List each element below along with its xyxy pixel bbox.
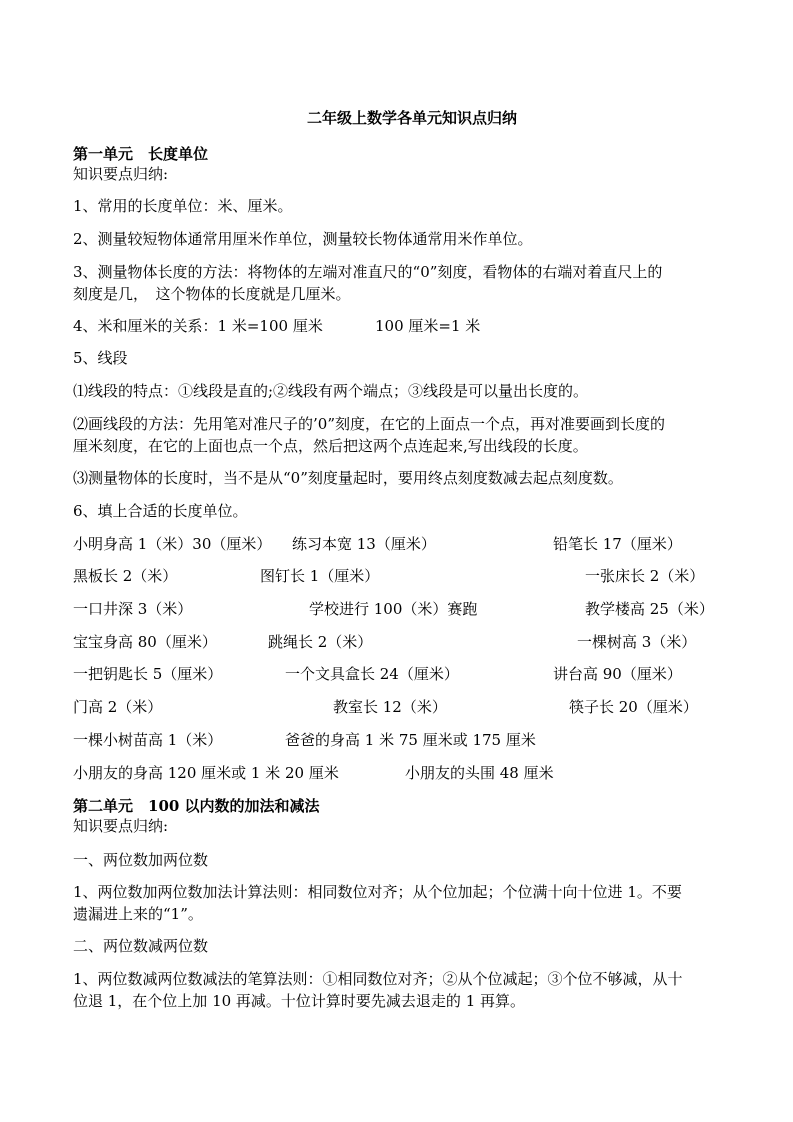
unit1-p5: 5、线段 [73,349,128,367]
page-title: 二年级上数学各单元知识点归纳 [307,109,518,127]
unit1-p4b: 100 厘米=1 米 [375,317,481,335]
fill-item: 一口井深 3（米） [73,600,193,618]
unit2-s2-p1-line2: 位退 1，在个位上加 10 再减。十位计算时要先减去退走的 1 再算。 [73,992,526,1010]
unit2-s2: 二、两位数减两位数 [73,937,209,955]
unit1-p4a: 4、米和厘米的关系：1 米=100 厘米 [73,317,323,335]
unit1-p5-2-line1: ⑵画线段的方法：先用笔对准尺子的’0”刻度，在它的上面点一个点，再对准要画到长度的 [73,415,665,433]
fill-item: 黑板长 2（米） [73,567,178,585]
unit1-p2: 2、测量较短物体通常用厘米作单位，测量较长物体通常用米作单位。 [73,230,533,248]
fill-item: 爸爸的身高 1 米 75 厘米或 175 厘米 [285,731,536,749]
unit1-p5-2-line2: 厘米刻度，在它的上面也点一个点，然后把这两个点连起来,写出线段的长度。 [73,437,588,455]
fill-item: 小明身高 1（米）30（厘米） [73,535,272,553]
unit2-subheading: 知识要点归纳: [73,817,169,835]
fill-item: 教学楼高 25（米） [585,600,714,618]
unit2-s2-p1-line1: 1、两位数减两位数减法的笔算法则：①相同数位对齐；②从个位减起；③个位不够减，从十 [73,970,683,988]
unit1-p3-line1: 3、测量物体长度的方法：将物体的左端对准直尺的“0”刻度，看物体的右端对着直尺上的 [73,263,663,281]
unit1-p3-line2: 刻度是几， 这个物体的长度就是几厘米。 [73,285,351,303]
unit1-p6: 6、填上合适的长度单位。 [73,502,248,520]
unit1-heading: 第一单元 长度单位 [73,145,209,163]
fill-item: 宝宝身高 80（厘米） [73,633,217,651]
fill-item: 一棵小树苗高 1（米） [73,731,223,749]
fill-item: 学校进行 100（米）赛跑 [309,600,478,618]
unit2-s1-p1-line2: 遗漏进上来的“1”。 [73,905,203,923]
fill-item: 一棵树高 3（米） [577,633,697,651]
unit1-p5-3: ⑶测量物体的长度时，当不是从“0”刻度量起时，要用终点刻度数减去起点刻度数。 [73,469,623,487]
unit1-p1: 1、常用的长度单位：米、厘米。 [73,197,293,215]
fill-item: 讲台高 90（厘米） [553,665,682,683]
unit2-heading: 第二单元 100 以内数的加法和减法 [73,797,320,815]
fill-item: 图钉长 1（厘米） [260,567,380,585]
fill-item: 一个文具盒长 24（厘米） [285,665,459,683]
fill-item: 小朋友的身高 120 厘米或 1 米 20 厘米 [73,764,339,782]
unit2-s1-p1-line1: 1、两位数加两位数加法计算法则：相同数位对齐；从个位加起；个位满十向十位进 1。不要 [73,883,682,901]
fill-item: 小朋友的头围 48 厘米 [405,764,554,782]
fill-item: 门高 2（米） [73,698,163,716]
fill-item: 练习本宽 13（厘米） [292,535,436,553]
unit1-subheading: 知识要点归纳: [73,165,169,183]
fill-item: 筷子长 20（厘米） [569,698,698,716]
fill-item: 铅笔长 17（厘米） [553,535,682,553]
fill-item: 一把钥匙长 5（厘米） [73,665,223,683]
fill-item: 一张床长 2（米） [585,567,705,585]
unit1-p5-1: ⑴线段的特点：①线段是直的;②线段有两个端点；③线段是可以量出长度的。 [73,382,589,400]
unit2-s1: 一、两位数加两位数 [73,851,209,869]
fill-item: 跳绳长 2（米） [268,633,373,651]
fill-item: 教室长 12（米） [333,698,447,716]
